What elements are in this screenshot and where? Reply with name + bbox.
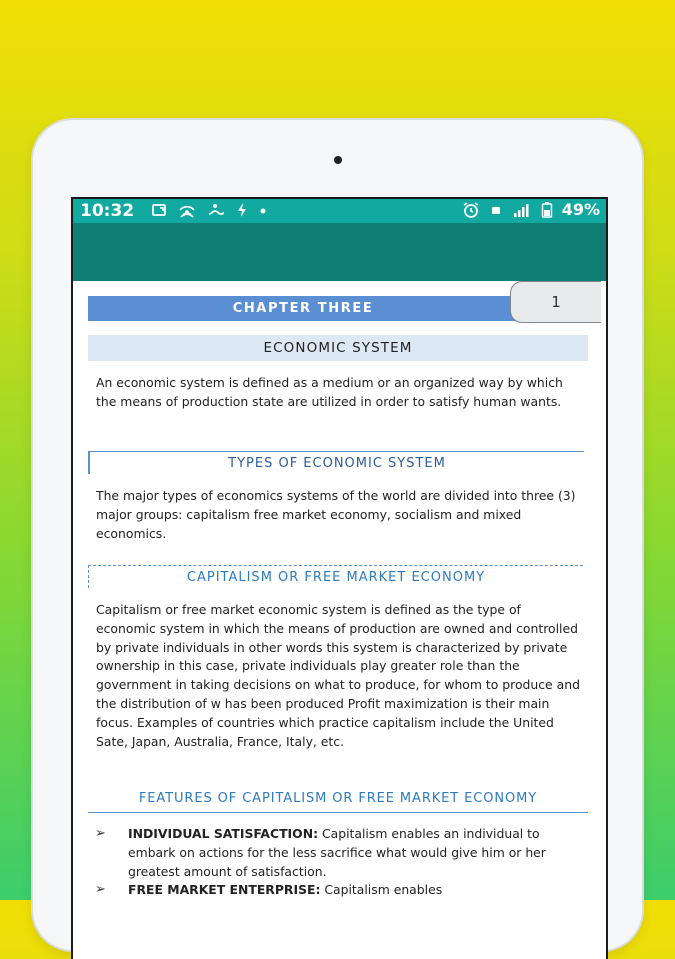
types-paragraph: The major types of economics systems of the world are divided into three (3) major groups: capitalism free market economy, socialism and mixed economics. — [96, 488, 576, 541]
status-bar — [73, 199, 606, 223]
status-time: 10:32 — [80, 201, 135, 221]
nfc-icon — [489, 202, 503, 218]
feature-label: INDIVIDUAL SATISFACTION: — [128, 826, 319, 841]
features-heading: FEATURES OF CAPITALISM OR FREE MARKET ECONOMY — [88, 786, 588, 813]
signal-icon — [512, 202, 532, 218]
status-icons-left — [151, 202, 267, 218]
chapter-heading: CHAPTER THREE — [88, 296, 518, 321]
gesture-icon — [207, 202, 225, 218]
feature-item — [95, 881, 568, 900]
status-icons-right — [462, 201, 600, 219]
intro-paragraph: An economic system is defined as a medium or an organized way by which the means of production state are utilized in order to satisfy human wants. — [96, 375, 563, 409]
app-toolbar — [73, 223, 606, 281]
tablet-frame — [33, 120, 642, 950]
page-number-tab[interactable]: 1 — [510, 281, 601, 323]
bullet-arrow-icon: ➢ — [95, 826, 106, 841]
front-camera — [334, 156, 342, 164]
section-title: ECONOMIC SYSTEM — [88, 335, 588, 361]
device-screen — [71, 197, 608, 959]
battery-icon — [541, 201, 553, 219]
hotspot-icon — [178, 202, 196, 218]
dot-icon — [259, 202, 267, 218]
screen-cast-icon — [151, 202, 167, 218]
feature-item — [95, 825, 568, 881]
document-page[interactable] — [73, 281, 606, 959]
alarm-icon — [462, 201, 480, 219]
feature-label: FREE MARKET ENTERPRISE: — [128, 882, 321, 897]
bullet-arrow-icon: ➢ — [95, 882, 106, 897]
feature-text: Capitalism enables — [320, 882, 443, 897]
battery-percentage: 49% — [561, 200, 600, 219]
flash-icon — [236, 202, 248, 218]
feature-text: Capitalism enables an individual to embark on actions for the less sacrifice what would give him or her greatest amount of satisfaction. — [128, 826, 546, 879]
capitalism-paragraph: Capitalism or free market economic system is defined as the type of economic system in which the means of production are owned and controlled by private individuals in other words this system is characterized by private ownership in this case, private individuals play greater role than the government in taking decisions on what to produce, for whom to produce and the distribution of w has been produced Profit maximization is their main focus. Examples of countries which practice capitalism include the United Sate, Japan, Australia, France, Italy, etc. — [96, 602, 580, 749]
types-heading: TYPES OF ECONOMIC SYSTEM — [88, 451, 584, 474]
capitalism-heading: CAPITALISM OR FREE MARKET ECONOMY — [88, 565, 583, 588]
